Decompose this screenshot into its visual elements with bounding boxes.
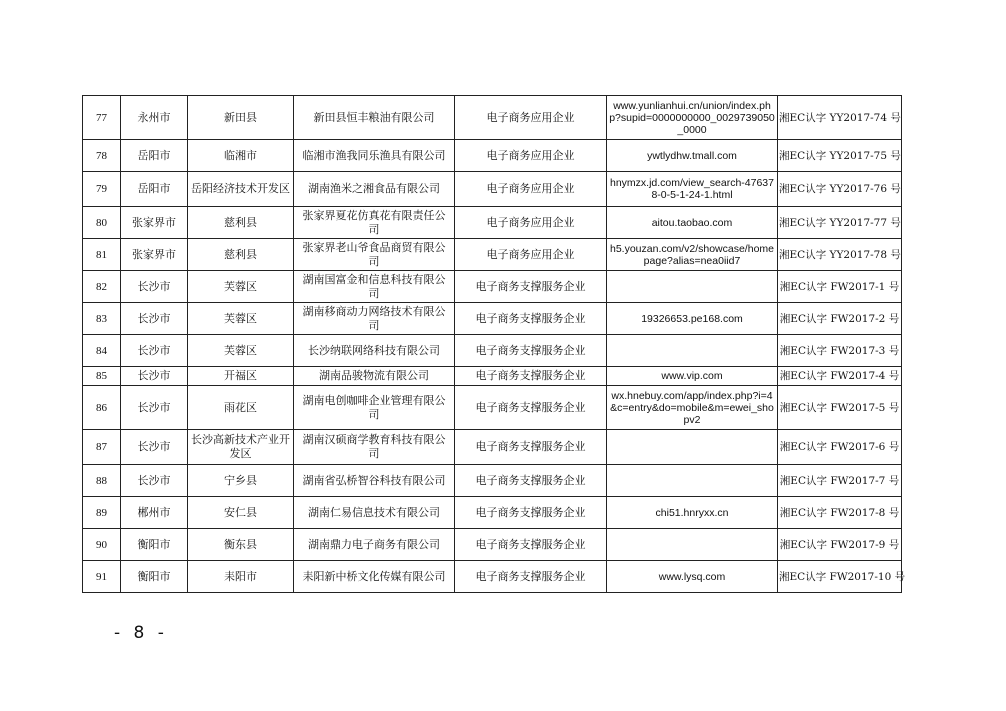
table-row <box>83 386 902 430</box>
row-number: 91 <box>83 561 121 593</box>
type-cell: 电子商务支撑服务企业 <box>455 561 607 593</box>
company-cell: 湖南国富金和信息科技有限公司 <box>294 271 455 303</box>
url-cell: 19326653.pe168.com <box>607 303 778 335</box>
county-cell: 岳阳经济技术开发区 <box>188 172 294 207</box>
company-cell: 湖南移商动力网络技术有限公司 <box>294 303 455 335</box>
company-cell: 长沙纳联网络科技有限公司 <box>294 335 455 367</box>
type-cell: 电子商务支撑服务企业 <box>455 303 607 335</box>
enterprise-table <box>82 95 906 593</box>
url-cell <box>607 335 778 367</box>
city-cell: 长沙市 <box>121 335 188 367</box>
table-row <box>83 271 902 303</box>
company-cell: 新田县恒丰粮油有限公司 <box>294 96 455 140</box>
url-cell: hnymzx.jd.com/view_search-476378-0-5-1-24-1.html <box>607 172 778 207</box>
type-cell: 电子商务支撑服务企业 <box>455 367 607 386</box>
company-cell: 临湘市渔我同乐渔具有限公司 <box>294 140 455 172</box>
url-cell <box>607 529 778 561</box>
county-cell: 长沙高新技术产业开发区 <box>188 430 294 465</box>
url-cell <box>607 271 778 303</box>
row-number: 89 <box>83 497 121 529</box>
table-row <box>83 207 902 239</box>
city-cell: 长沙市 <box>121 303 188 335</box>
city-cell: 长沙市 <box>121 430 188 465</box>
table-row <box>83 430 902 465</box>
city-cell: 长沙市 <box>121 386 188 430</box>
city-cell: 衡阳市 <box>121 561 188 593</box>
company-cell: 湖南品骏物流有限公司 <box>294 367 455 386</box>
county-cell: 雨花区 <box>188 386 294 430</box>
table-row <box>83 465 902 497</box>
county-cell: 慈利县 <box>188 239 294 271</box>
type-cell: 电子商务支撑服务企业 <box>455 497 607 529</box>
row-number: 82 <box>83 271 121 303</box>
type-cell: 电子商务应用企业 <box>455 96 607 140</box>
county-cell: 耒阳市 <box>188 561 294 593</box>
type-cell: 电子商务支撑服务企业 <box>455 465 607 497</box>
company-cell: 张家界老山爷食品商贸有限公司 <box>294 239 455 271</box>
url-cell: www.yunlianhui.cn/union/index.php?supid=0000000000_0029739050_0000 <box>607 96 778 140</box>
cert-cell: 湘EC认字 FW2017-3 号 <box>778 335 902 367</box>
url-cell: chi51.hnryxx.cn <box>607 497 778 529</box>
type-cell: 电子商务支撑服务企业 <box>455 271 607 303</box>
table-row <box>83 561 902 593</box>
type-cell: 电子商务支撑服务企业 <box>455 335 607 367</box>
table-row <box>83 96 902 140</box>
type-cell: 电子商务支撑服务企业 <box>455 386 607 430</box>
table-row <box>83 529 902 561</box>
row-number: 78 <box>83 140 121 172</box>
type-cell: 电子商务应用企业 <box>455 207 607 239</box>
url-cell <box>607 465 778 497</box>
row-number: 83 <box>83 303 121 335</box>
company-cell: 湖南汉硕商学教育科技有限公司 <box>294 430 455 465</box>
county-cell: 新田县 <box>188 96 294 140</box>
url-cell: www.vip.com <box>607 367 778 386</box>
county-cell: 慈利县 <box>188 207 294 239</box>
city-cell: 长沙市 <box>121 367 188 386</box>
cert-cell: 湘EC认字 FW2017-5 号 <box>778 386 902 430</box>
type-cell: 电子商务应用企业 <box>455 140 607 172</box>
cert-cell: 湘EC认字 YY2017-74 号 <box>778 96 902 140</box>
url-cell: ywtlydhw.tmall.com <box>607 140 778 172</box>
county-cell: 宁乡县 <box>188 465 294 497</box>
row-number: 84 <box>83 335 121 367</box>
type-cell: 电子商务应用企业 <box>455 239 607 271</box>
cert-cell: 湘EC认字 FW2017-7 号 <box>778 465 902 497</box>
company-cell: 湖南电创咖啡企业管理有限公司 <box>294 386 455 430</box>
company-cell: 张家界夏花仿真花有限责任公司 <box>294 207 455 239</box>
county-cell: 临湘市 <box>188 140 294 172</box>
city-cell: 张家界市 <box>121 239 188 271</box>
url-cell: aitou.taobao.com <box>607 207 778 239</box>
county-cell: 芙蓉区 <box>188 303 294 335</box>
type-cell: 电子商务支撑服务企业 <box>455 529 607 561</box>
table-row <box>83 140 902 172</box>
company-cell: 耒阳新中桥文化传媒有限公司 <box>294 561 455 593</box>
row-number: 80 <box>83 207 121 239</box>
city-cell: 岳阳市 <box>121 140 188 172</box>
url-cell: wx.hnebuy.com/app/index.php?i=4&c=entry&do=mobile&m=ewei_shopv2 <box>607 386 778 430</box>
row-number: 85 <box>83 367 121 386</box>
county-cell: 芙蓉区 <box>188 271 294 303</box>
company-cell: 湖南渔米之湘食品有限公司 <box>294 172 455 207</box>
company-cell: 湖南省弘桥智谷科技有限公司 <box>294 465 455 497</box>
row-number: 86 <box>83 386 121 430</box>
city-cell: 永州市 <box>121 96 188 140</box>
url-cell: h5.youzan.com/v2/showcase/homepage?alias=nea0iid7 <box>607 239 778 271</box>
cert-cell: 湘EC认字 FW2017-8 号 <box>778 497 902 529</box>
table-row <box>83 303 902 335</box>
row-number: 77 <box>83 96 121 140</box>
cert-cell: 湘EC认字 YY2017-77 号 <box>778 207 902 239</box>
city-cell: 岳阳市 <box>121 172 188 207</box>
table-row <box>83 497 902 529</box>
cert-cell: 湘EC认字 FW2017-6 号 <box>778 430 902 465</box>
table-row <box>83 335 902 367</box>
cert-cell: 湘EC认字 FW2017-9 号 <box>778 529 902 561</box>
type-cell: 电子商务支撑服务企业 <box>455 430 607 465</box>
table-row <box>83 367 902 386</box>
county-cell: 开福区 <box>188 367 294 386</box>
table-row <box>83 239 902 271</box>
url-cell <box>607 430 778 465</box>
city-cell: 长沙市 <box>121 465 188 497</box>
cert-cell: 湘EC认字 FW2017-1 号 <box>778 271 902 303</box>
cert-cell: 湘EC认字 FW2017-4 号 <box>778 367 902 386</box>
url-cell: www.lysq.com <box>607 561 778 593</box>
company-cell: 湖南鼎力电子商务有限公司 <box>294 529 455 561</box>
table-row <box>83 172 902 207</box>
county-cell: 衡东县 <box>188 529 294 561</box>
county-cell: 安仁县 <box>188 497 294 529</box>
type-cell: 电子商务应用企业 <box>455 172 607 207</box>
row-number: 90 <box>83 529 121 561</box>
city-cell: 张家界市 <box>121 207 188 239</box>
page-number: - 8 - <box>114 623 168 643</box>
city-cell: 衡阳市 <box>121 529 188 561</box>
row-number: 79 <box>83 172 121 207</box>
company-cell: 湖南仁易信息技术有限公司 <box>294 497 455 529</box>
city-cell: 郴州市 <box>121 497 188 529</box>
row-number: 87 <box>83 430 121 465</box>
row-number: 81 <box>83 239 121 271</box>
city-cell: 长沙市 <box>121 271 188 303</box>
cert-cell: 湘EC认字 YY2017-78 号 <box>778 239 902 271</box>
cert-cell: 湘EC认字 YY2017-75 号 <box>778 140 902 172</box>
cert-cell: 湘EC认字 YY2017-76 号 <box>778 172 902 207</box>
cert-cell: 湘EC认字 FW2017-10 号 <box>778 561 902 593</box>
row-number: 88 <box>83 465 121 497</box>
county-cell: 芙蓉区 <box>188 335 294 367</box>
cert-cell: 湘EC认字 FW2017-2 号 <box>778 303 902 335</box>
